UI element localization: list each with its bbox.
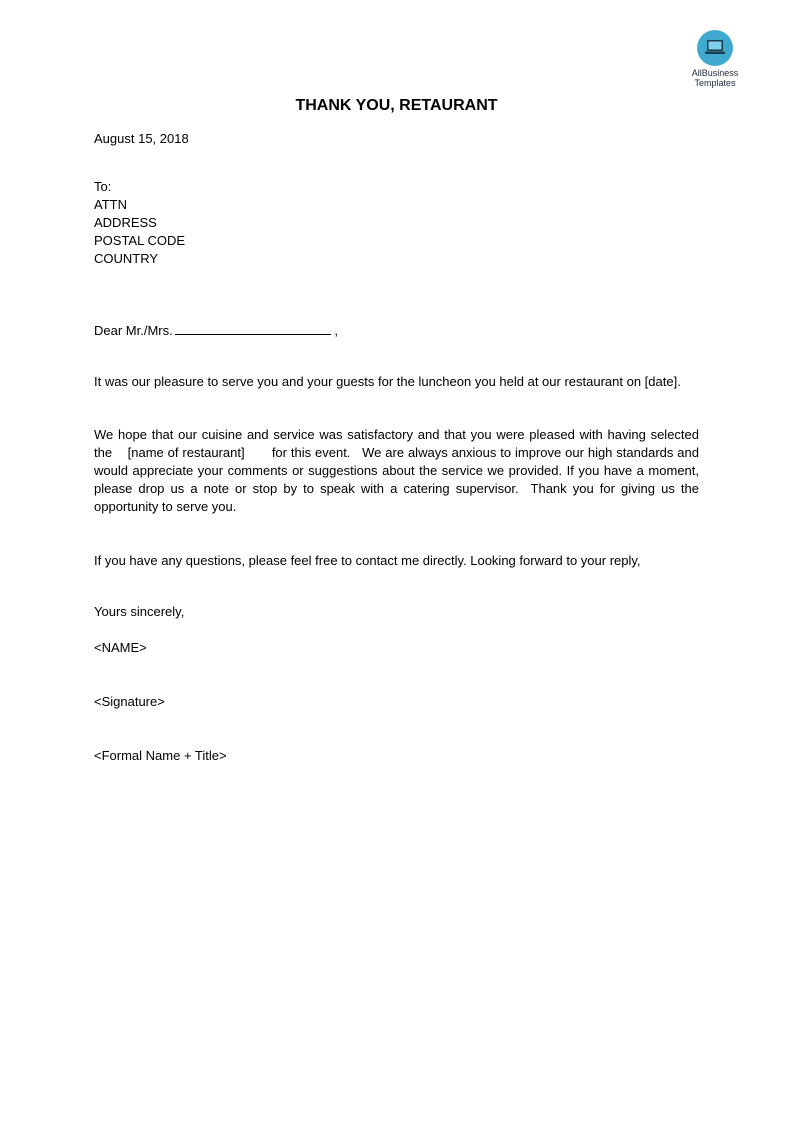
paragraph-satisfaction: We hope that our cuisine and service was satisfactory and that you were pleased with having selected the [name of restaurant] for this event. We are always anxious to improve our high standards and would appreciate your comments or suggestions about the service we provided. If you have a moment, please drop us a note or stop by to speak with a catering supervisor. Thank you for giving us the opportunity to serve you. xyxy=(94,427,703,514)
recipient-address xyxy=(94,178,699,268)
logo-text-line1: AllBusiness xyxy=(691,68,739,78)
name-placeholder: <NAME> xyxy=(94,640,147,655)
logo-text-line2: Templates xyxy=(694,78,736,88)
formal-name-title-placeholder: <Formal Name + Title> xyxy=(94,748,227,763)
name-blank-line xyxy=(175,321,331,335)
allbusiness-templates-logo xyxy=(672,30,758,88)
laptop-icon xyxy=(697,30,733,66)
closing-phrase: Yours sincerely, xyxy=(94,604,185,619)
salutation-suffix: , xyxy=(330,323,338,338)
address-postal-code: POSTAL CODE xyxy=(94,233,186,248)
paragraph-pleasure: It was our pleasure to serve you and your guests for the luncheon you held at our restaurant on [date]. xyxy=(94,374,681,389)
address-attn: ATTN xyxy=(94,197,127,212)
letter-date: August 15, 2018 xyxy=(94,131,189,146)
address-to-label: To: xyxy=(94,179,112,194)
address-line: ADDRESS xyxy=(94,215,157,230)
salutation-prefix: Dear Mr./Mrs. xyxy=(94,323,173,338)
document-title: THANK YOU, RETAURANT xyxy=(295,97,498,114)
salutation xyxy=(94,321,699,340)
paragraph-contact: If you have any questions, please feel free to contact me directly. Looking forward to your reply, xyxy=(94,553,641,568)
address-country: COUNTRY xyxy=(94,251,159,266)
signature-placeholder: <Signature> xyxy=(94,694,165,709)
